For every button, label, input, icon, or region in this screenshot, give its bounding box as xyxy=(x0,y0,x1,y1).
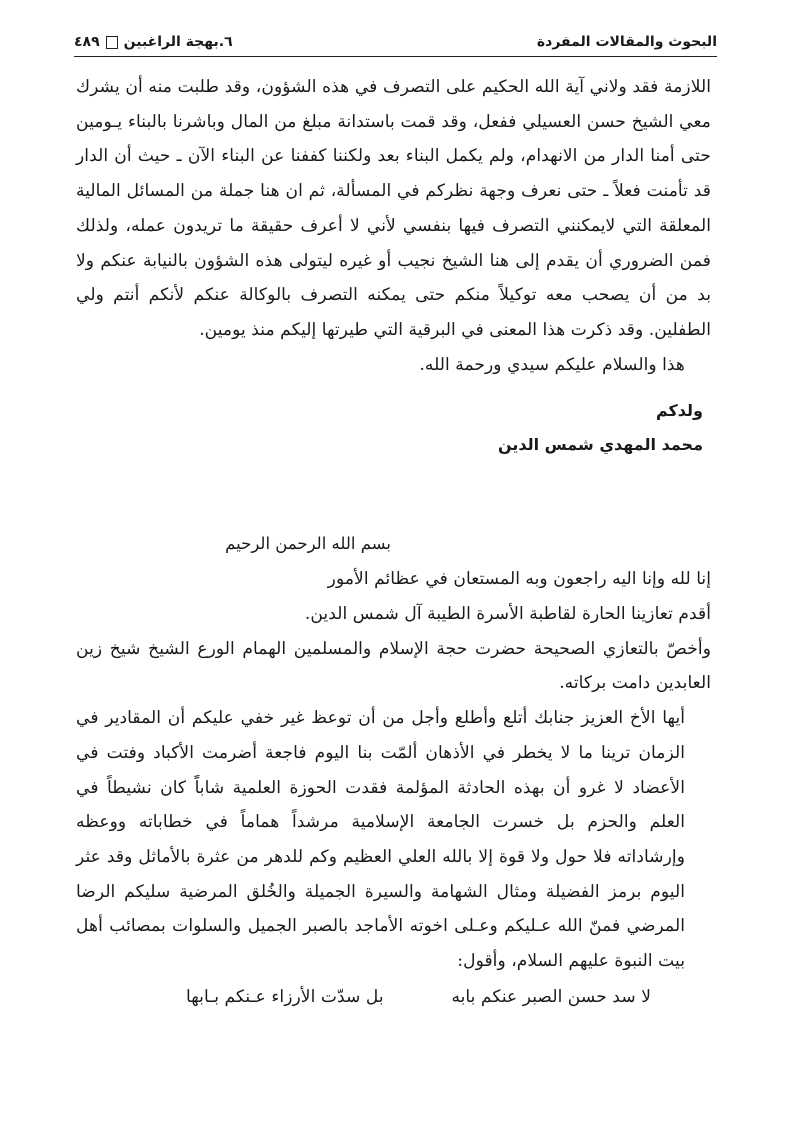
header-title-text: البحوث والمقالات المفردة xyxy=(536,34,717,50)
signoff: ولدكم xyxy=(655,401,703,421)
text-line: اللازمة فقد ولاني آية الله الحكيم على التصرف في هذه الشؤون، وقد طلبت منه أن يشرك xyxy=(76,77,711,97)
basmala: بسم الله الرحمن الرحيم xyxy=(225,534,391,554)
text-line: الشهامة والسيرة الجميلة والخُلق المرضية سليكم الرضا المرضي فمنّ الله عـليكم وعـلى xyxy=(76,881,685,937)
header-book-title: ٦.بهجة الراغبين xyxy=(123,34,233,50)
text-line: اخوته الأماجد بالصبر الجميل والسلوات بمصائب أهل بيت النبوة عليهم السلام، وأقول: xyxy=(76,916,685,972)
poem-verse xyxy=(76,979,711,1015)
letter1-closing: هذا والسلام عليكم سيدي ورحمة الله. xyxy=(419,354,685,375)
text-line: وأخصّ بالتعازي الصحيحة حضرت حجة الإسلام والمسلمين الهمام الورع الشيخ شيخ زين xyxy=(76,638,711,659)
opening-line-2: أقدم تعازينا الحارة لقاطبة الأسرة الطيبة آل شمس الدين. xyxy=(304,604,711,625)
text-line: ولا قوة إلا بالله العلي العظيم وكم للدهر من عثرة بالأماثل وقد عثر اليوم برمز الفضيلة ومثال xyxy=(76,846,685,902)
running-header xyxy=(74,28,717,57)
header-section-title xyxy=(537,34,717,50)
signature: محمد المهدي شمس الدين xyxy=(497,435,703,455)
text-line: المعلقة التي لايمكنني التصرف فيها بنفسي لأني لا أعرف حقيقة ما تريدون عمله، ولذلك xyxy=(76,215,711,236)
letter-1 xyxy=(76,70,711,462)
text-line: والحزم بل خسرت الجامعة الإسلامية مرشداً هماماً في خطاباته ووعظه وإرشاداته فلا حول xyxy=(76,812,685,867)
text-line: الطفلين. وقد ذكرت هذا المعنى في البرقية التي طيرتها إليكم منذ يومين. xyxy=(199,319,711,340)
header-book-info xyxy=(74,34,233,50)
letter1-paragraph xyxy=(76,70,711,348)
letter-2 xyxy=(76,526,711,1014)
square-separator-icon xyxy=(106,36,118,49)
poem-hemistich-1: لا سد حسن الصبر عنكم بابه xyxy=(451,986,651,1007)
text-line: حتى أمنا الدار من الانهدام، ولم يكمل البناء بعد ولكننا كففنا عن البناء الآن ـ حيث أن الدار xyxy=(76,146,711,167)
text-line: معي الشيخ حسن العسيلي ففعل، وقد قمت باستدانة مبلغ من المال وباشرنا بالبناء يـومين xyxy=(76,111,711,132)
poem-hemistich-2: بل سدّت الأرزاء عـنكم بـابها xyxy=(186,986,384,1007)
text-line: في الزمان ترينا ما لا يخطر في الأذهان ألمّت بنا اليوم فاجعة أضرمت الأكباد وفتت في xyxy=(76,708,685,763)
page-body xyxy=(76,70,711,1015)
text-line: الأعضاد لا غرو أن بهذه الحادثة المؤلمة فقدت الحوزة العلمية شاباًً كان نشيطاً في العلم xyxy=(76,777,686,833)
letter2-paragraph-2 xyxy=(76,701,711,979)
page-number: ٤٨٩ xyxy=(74,34,100,50)
text-line: قد تأمنت فعلاً ـ حتى نعرف وجهة نظركم في المسألة، ثم ان هنا جملة من المسائل المالية xyxy=(76,181,711,202)
text-line: العابدين دامت بركاته. xyxy=(559,673,711,694)
text-line: فمن الضروري أن يقدم إلى هنا الشيخ نجيب أو غيره ليتولى هذه الشؤون بالنيابة عنكم ولا xyxy=(76,250,711,271)
text-line: أيها الأخ العزيز جنابك أتلع وأطلع وأجل من أن توعظ غير خفي عليكم أن المقادير xyxy=(105,708,685,729)
text-line: بد من أن يصحب معه توكيلاً منكم حتى يمكنه التصرف بالوكالة عنكم لأنكم أنتم ولي xyxy=(76,285,711,306)
letter2-paragraph-1 xyxy=(76,632,711,701)
opening-line-1: إنا لله وإنا اليه راجعون وبه المستعان في عظائم الأمور xyxy=(327,569,711,590)
